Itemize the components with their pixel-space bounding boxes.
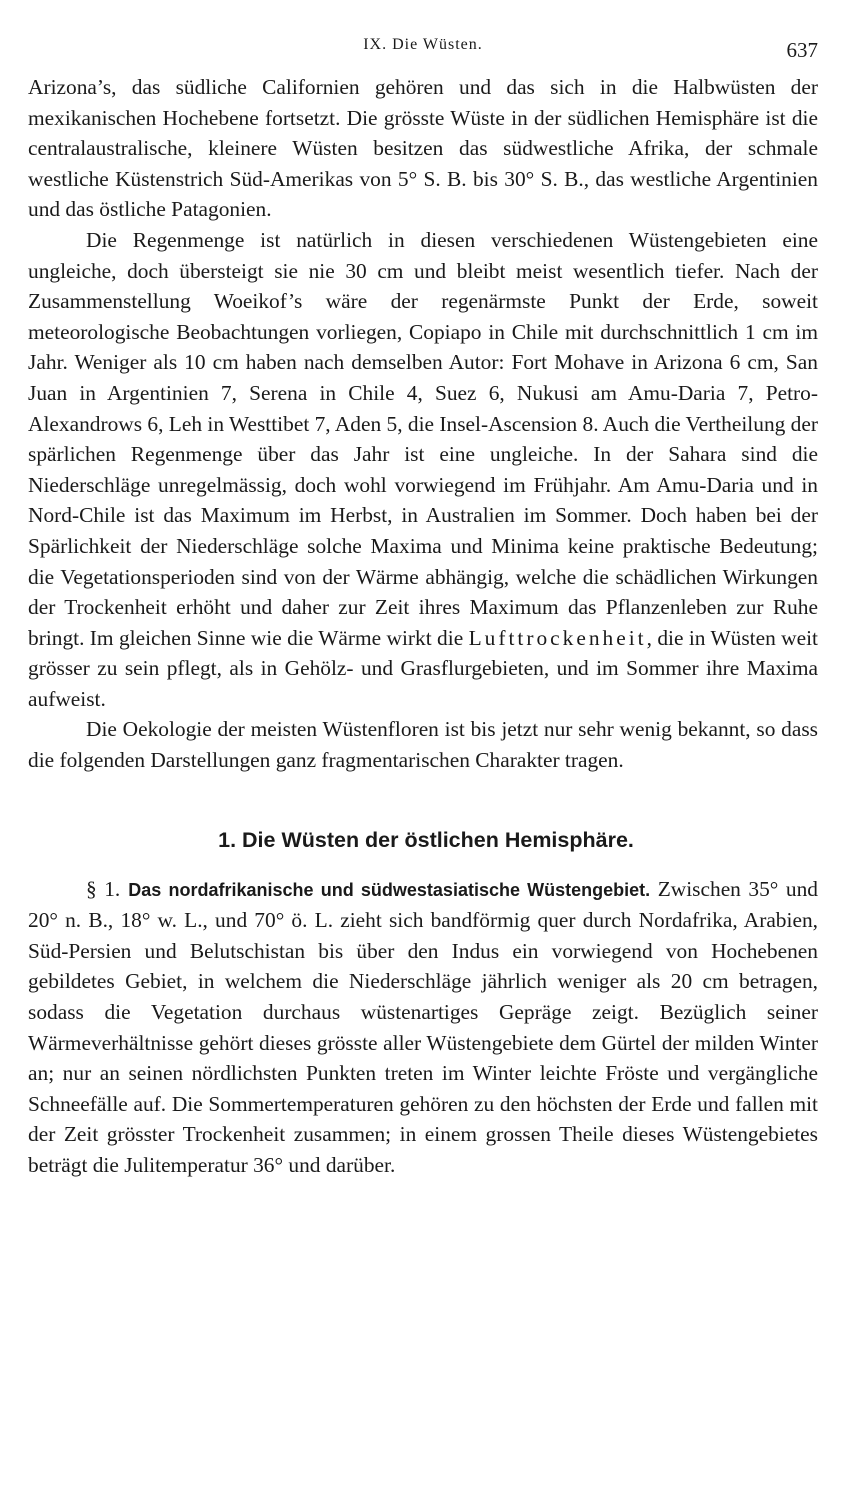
paragraph-rainfall	[28, 225, 818, 715]
paragraph-rainfall-text-b: , die in Wüsten weit grösser zu sein pflegt, als in Gehölz- und Grasflurgebieten, und im Sommer ihre Maxima aufweist.	[28, 625, 818, 711]
paragraph-continuation: Arizona’s, das südliche Californien gehören und das sich in die Halbwüsten der mexikanischen Hochebene fortsetzt. Die grösste Wüste in der südlichen Hemisphäre ist die centralaustralische, kleinere Wüsten besitzen das südwestliche Afrika, der schmale westliche Küstenstrich Süd-Amerikas von 5° S. B. bis 30° S. B., das westliche Argentinien und das östliche Patagonien.	[28, 75, 818, 222]
page-number: 637	[786, 38, 818, 62]
running-title: IX. Die Wüsten.	[363, 36, 483, 53]
running-header	[28, 32, 818, 72]
paragraph-oekologie: Die Oekologie der meisten Wüstenfloren ist bis jetzt nur sehr wenig bekannt, so dass die folgenden Darstellungen ganz fragmentarischen Charakter tragen.	[28, 717, 818, 773]
subsection-text: Zwischen 35° und 20° n. B., 18° w. L., und 70° ö. L. zieht sich bandförmig quer durch Nordafrika, Arabien, Süd-Persien und Belutschistan bis über den Indus ein vorwiegend von Hochebenen gebildetes Gebiet, in welchem die Niederschläge jährlich weniger als 20 cm betragen, sodass die Vegetation durchaus wüstenartiges Gepräge zeigt. Bezüglich seiner Wärmeverhältnisse gehört dieses grösste aller Wüstengebiete dem Gürtel der milden Winter an; nur an seinen nördlichsten Punkten treten im Winter leichte Fröste und vergängliche Schneefälle auf. Die Sommertemperaturen gehören zu den höchsten der Erde und fallen mit der Zeit grösster Trockenheit zusammen; in einem grossen Theile dieses Wüstengebietes beträgt die Julitemperatur 36° und darüber.	[28, 876, 818, 1177]
subsection-paragraph	[28, 874, 818, 1181]
book-page	[28, 32, 818, 1181]
emphasized-term: Lufttrockenheit	[468, 625, 647, 650]
section-title: 1. Die Wüsten der östlichen Hemisphäre.	[218, 827, 634, 852]
paragraph-rainfall-text-a: Die Regenmenge ist natürlich in diesen verschiedenen Wüstengebieten eine ungleiche, doch übersteigt sie nie 30 cm und bleibt meist wesentlich tiefer. Nach der Zusammenstellung Woeikof’s wäre der regenärmste Punkt der Erde, soweit meteorologische Beobachtungen vorliegen, Copiapo in Chile mit durchschnittlich 1 cm im Jahr. Weniger als 10 cm haben nach demselben Autor: Fort Mohave in Arizona 6 cm, San Juan in Argentinien 7, Serena in Chile 4, Suez 6, Nukusi am Amu-Daria 7, Petro-Alexandrows 6, Leh in Westtibet 7, Aden 5, die Insel-Ascension 8. Auch die Vertheilung der spärlichen Regenmenge über das Jahr ist eine ungleiche. In der Sahara sind die Niederschläge unregelmässig, doch wohl vorwiegend im Frühjahr. Am Amu-Daria und in Nord-Chile ist das Maximum im Herbst, in Australien im Sommer. Doch haben bei der Spärlichkeit der Niederschläge solche Maxima und Minima keine praktische Bedeutung; die Vegetationsperioden sind von der Wärme abhängig, welche die schädlichen Wirkungen der Trockenheit erhöht und daher zur Zeit ihres Maximum das Pflanzenleben zur Ruhe bringt. Im gleichen Sinne wie die Wärme wirkt die	[28, 227, 818, 650]
section-mark: § 1.	[86, 876, 121, 901]
subsection-heading: Das nordafrikanische und südwestasiatische Wüstengebiet.	[128, 879, 651, 900]
